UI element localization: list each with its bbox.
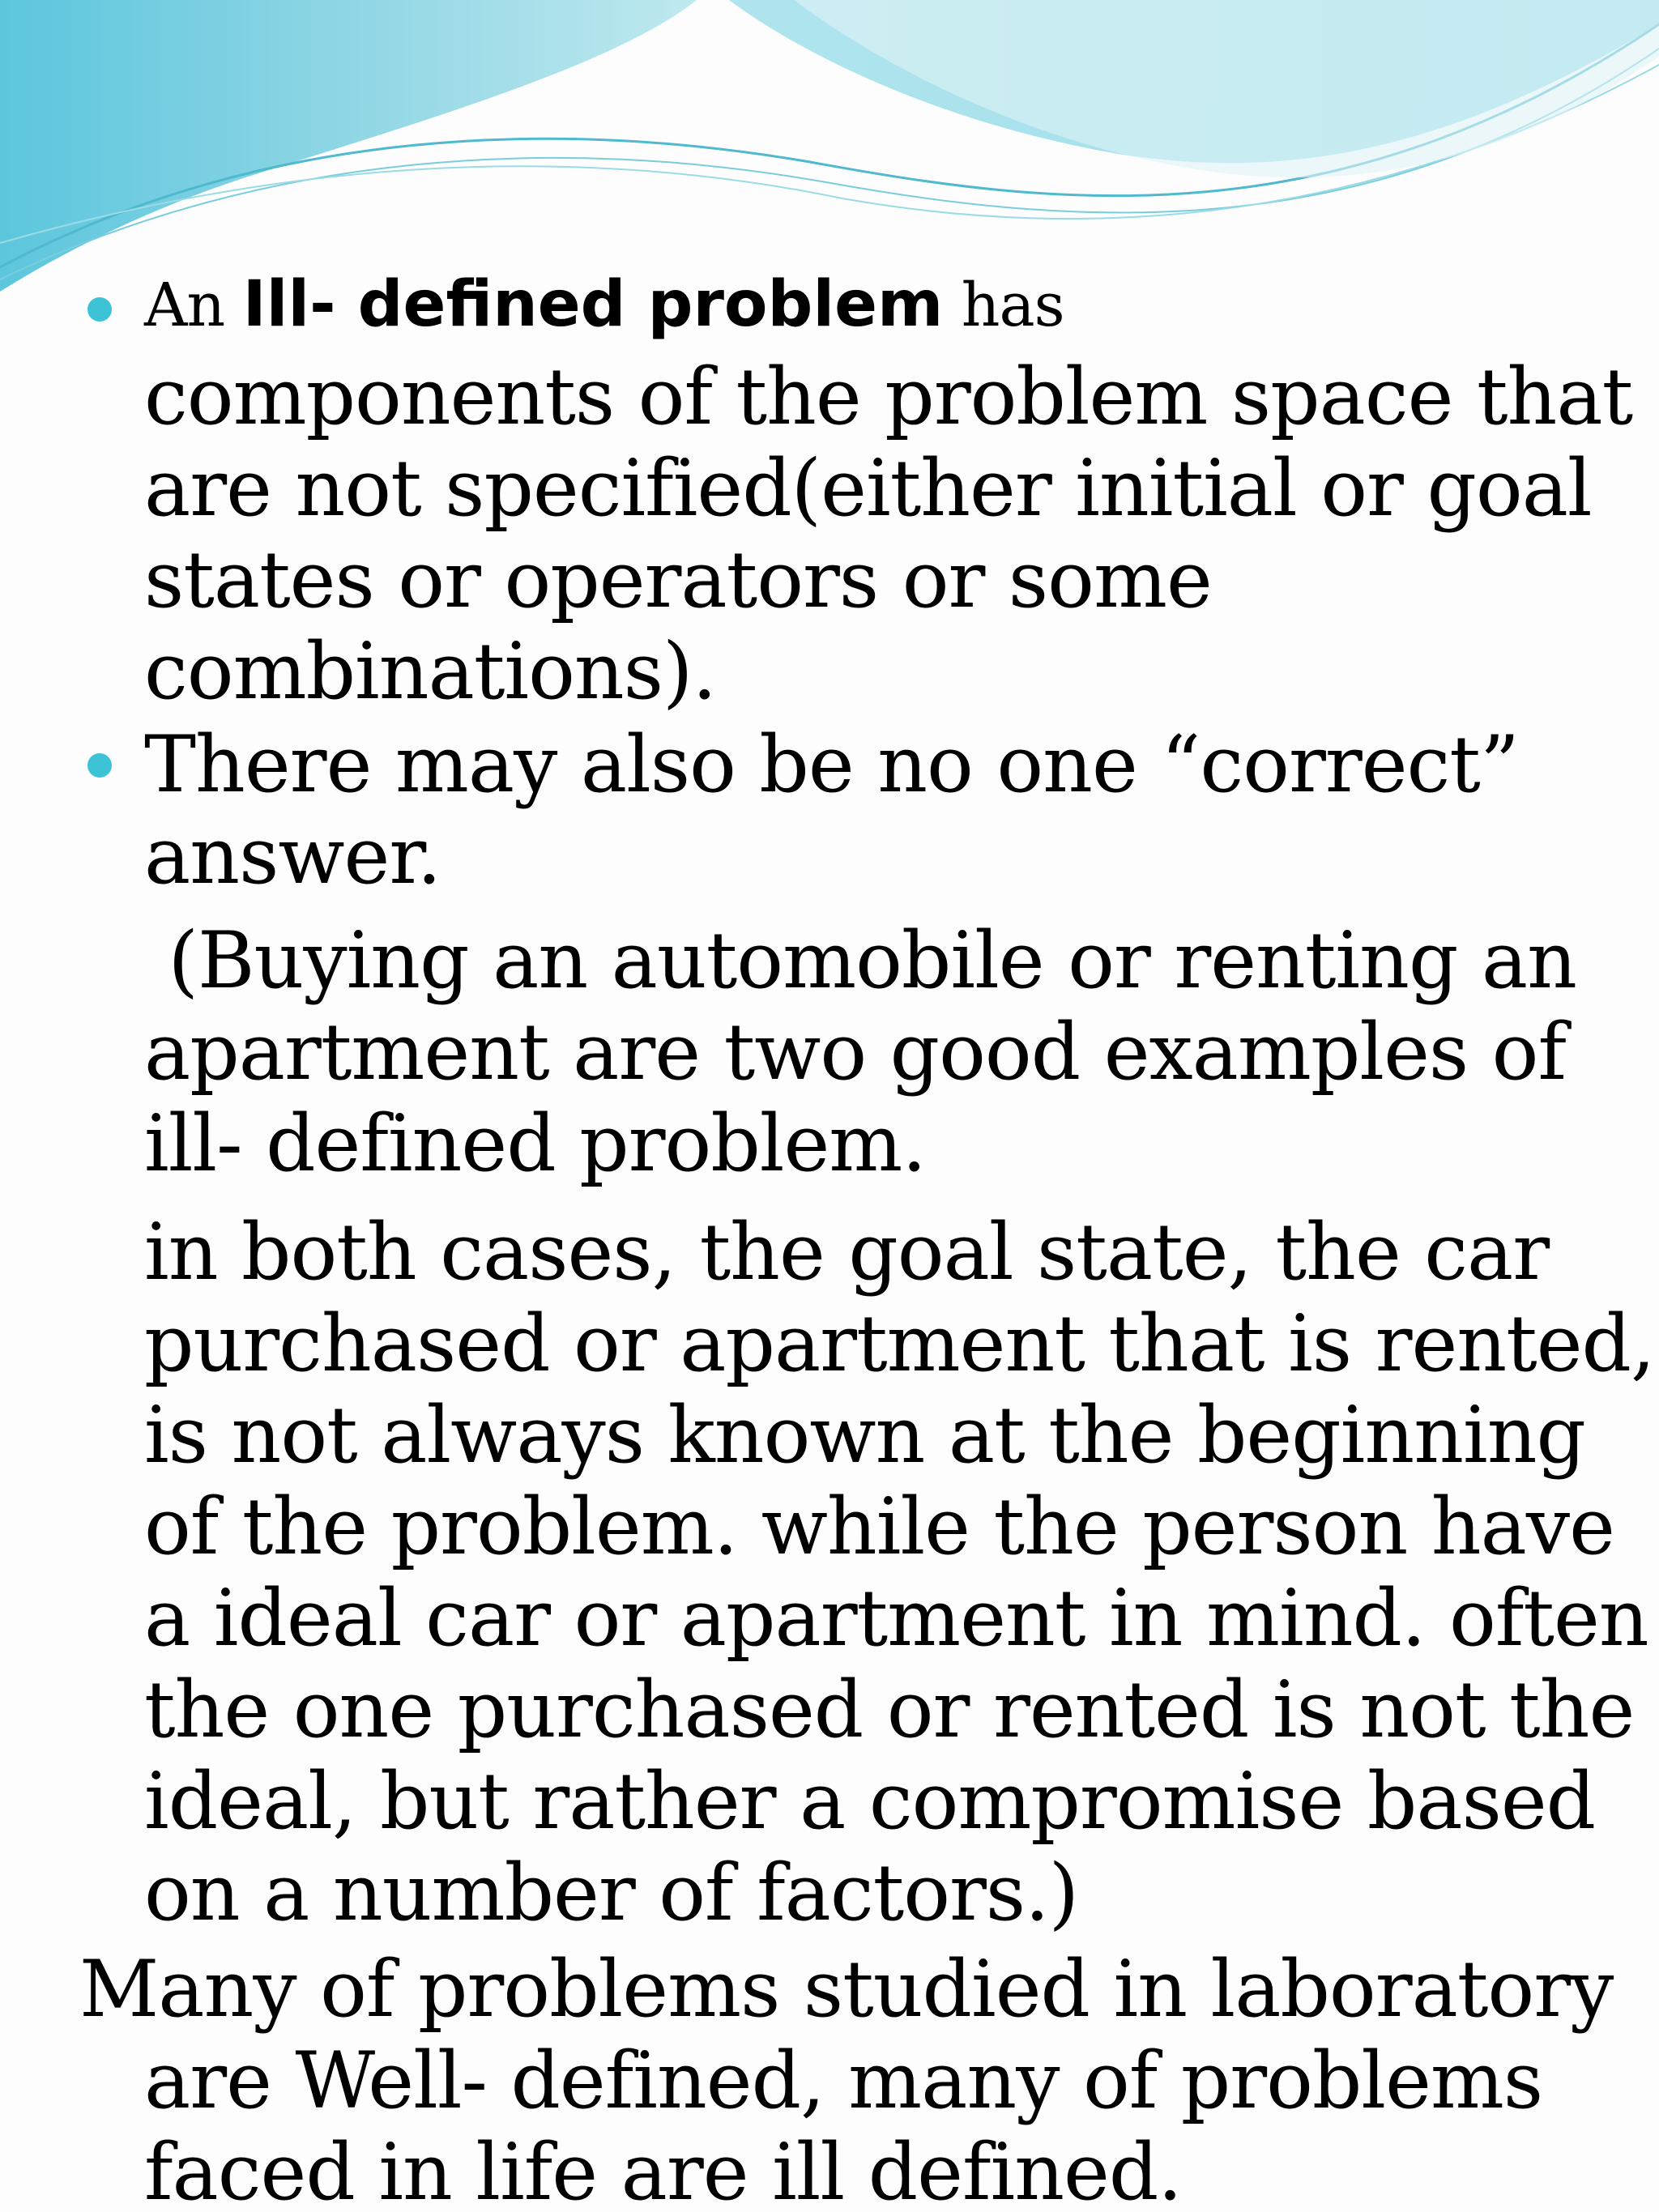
bullet-2-line: There may also be no one “correct” bbox=[144, 719, 1519, 810]
bullet-1-term: Ill- defined problem bbox=[242, 268, 944, 341]
explanation-line: on a number of factors.) bbox=[144, 1848, 1079, 1938]
bullet-1-line: states or operators or some bbox=[144, 535, 1212, 625]
closing-paragraph bbox=[79, 1944, 1618, 2212]
bullet-1-dot bbox=[87, 297, 112, 322]
example-line: ill- defined problem. bbox=[144, 1098, 926, 1189]
explanation-line: purchased or apartment that is rented, bbox=[144, 1298, 1655, 1389]
closing-line: faced in life are ill defined. bbox=[144, 2127, 1182, 2212]
explanation-line: is not always known at the beginning bbox=[144, 1390, 1585, 1481]
bullet-1-line: components of the problem space that bbox=[144, 352, 1633, 442]
bullet-2-text bbox=[144, 719, 1602, 902]
bullet-1-lead bbox=[144, 259, 1602, 352]
bullet-1-line: are not specified(either initial or goal bbox=[144, 443, 1592, 534]
explanation-line: of the problem. while the person have bbox=[144, 1481, 1614, 1572]
bullet-2-line: answer. bbox=[144, 811, 441, 901]
bullet-2-dot bbox=[87, 753, 112, 778]
explanation-paragraph bbox=[144, 1207, 1655, 1939]
explanation-line: the one purchased or rented is not the bbox=[144, 1664, 1635, 1755]
example-paragraph bbox=[144, 915, 1602, 1190]
bullet-1-line: combinations). bbox=[144, 626, 716, 717]
example-line: apartment are two good examples of bbox=[144, 1007, 1566, 1097]
bullet-1-text bbox=[144, 259, 1633, 718]
bullet-1-lead-after: has bbox=[943, 271, 1064, 340]
example-line: (Buying an automobile or renting an bbox=[144, 915, 1576, 1006]
bullet-1-lead-before: An bbox=[144, 271, 243, 340]
closing-line: are Well- defined, many of problems bbox=[144, 2035, 1543, 2126]
explanation-line: a ideal car or apartment in mind. often bbox=[144, 1573, 1648, 1664]
closing-first-line: Many of problems studied in laboratory bbox=[79, 1944, 1614, 2035]
explanation-line: ideal, but rather a compromise based bbox=[144, 1756, 1596, 1847]
explanation-line: in both cases, the goal state, the car bbox=[144, 1207, 1550, 1298]
